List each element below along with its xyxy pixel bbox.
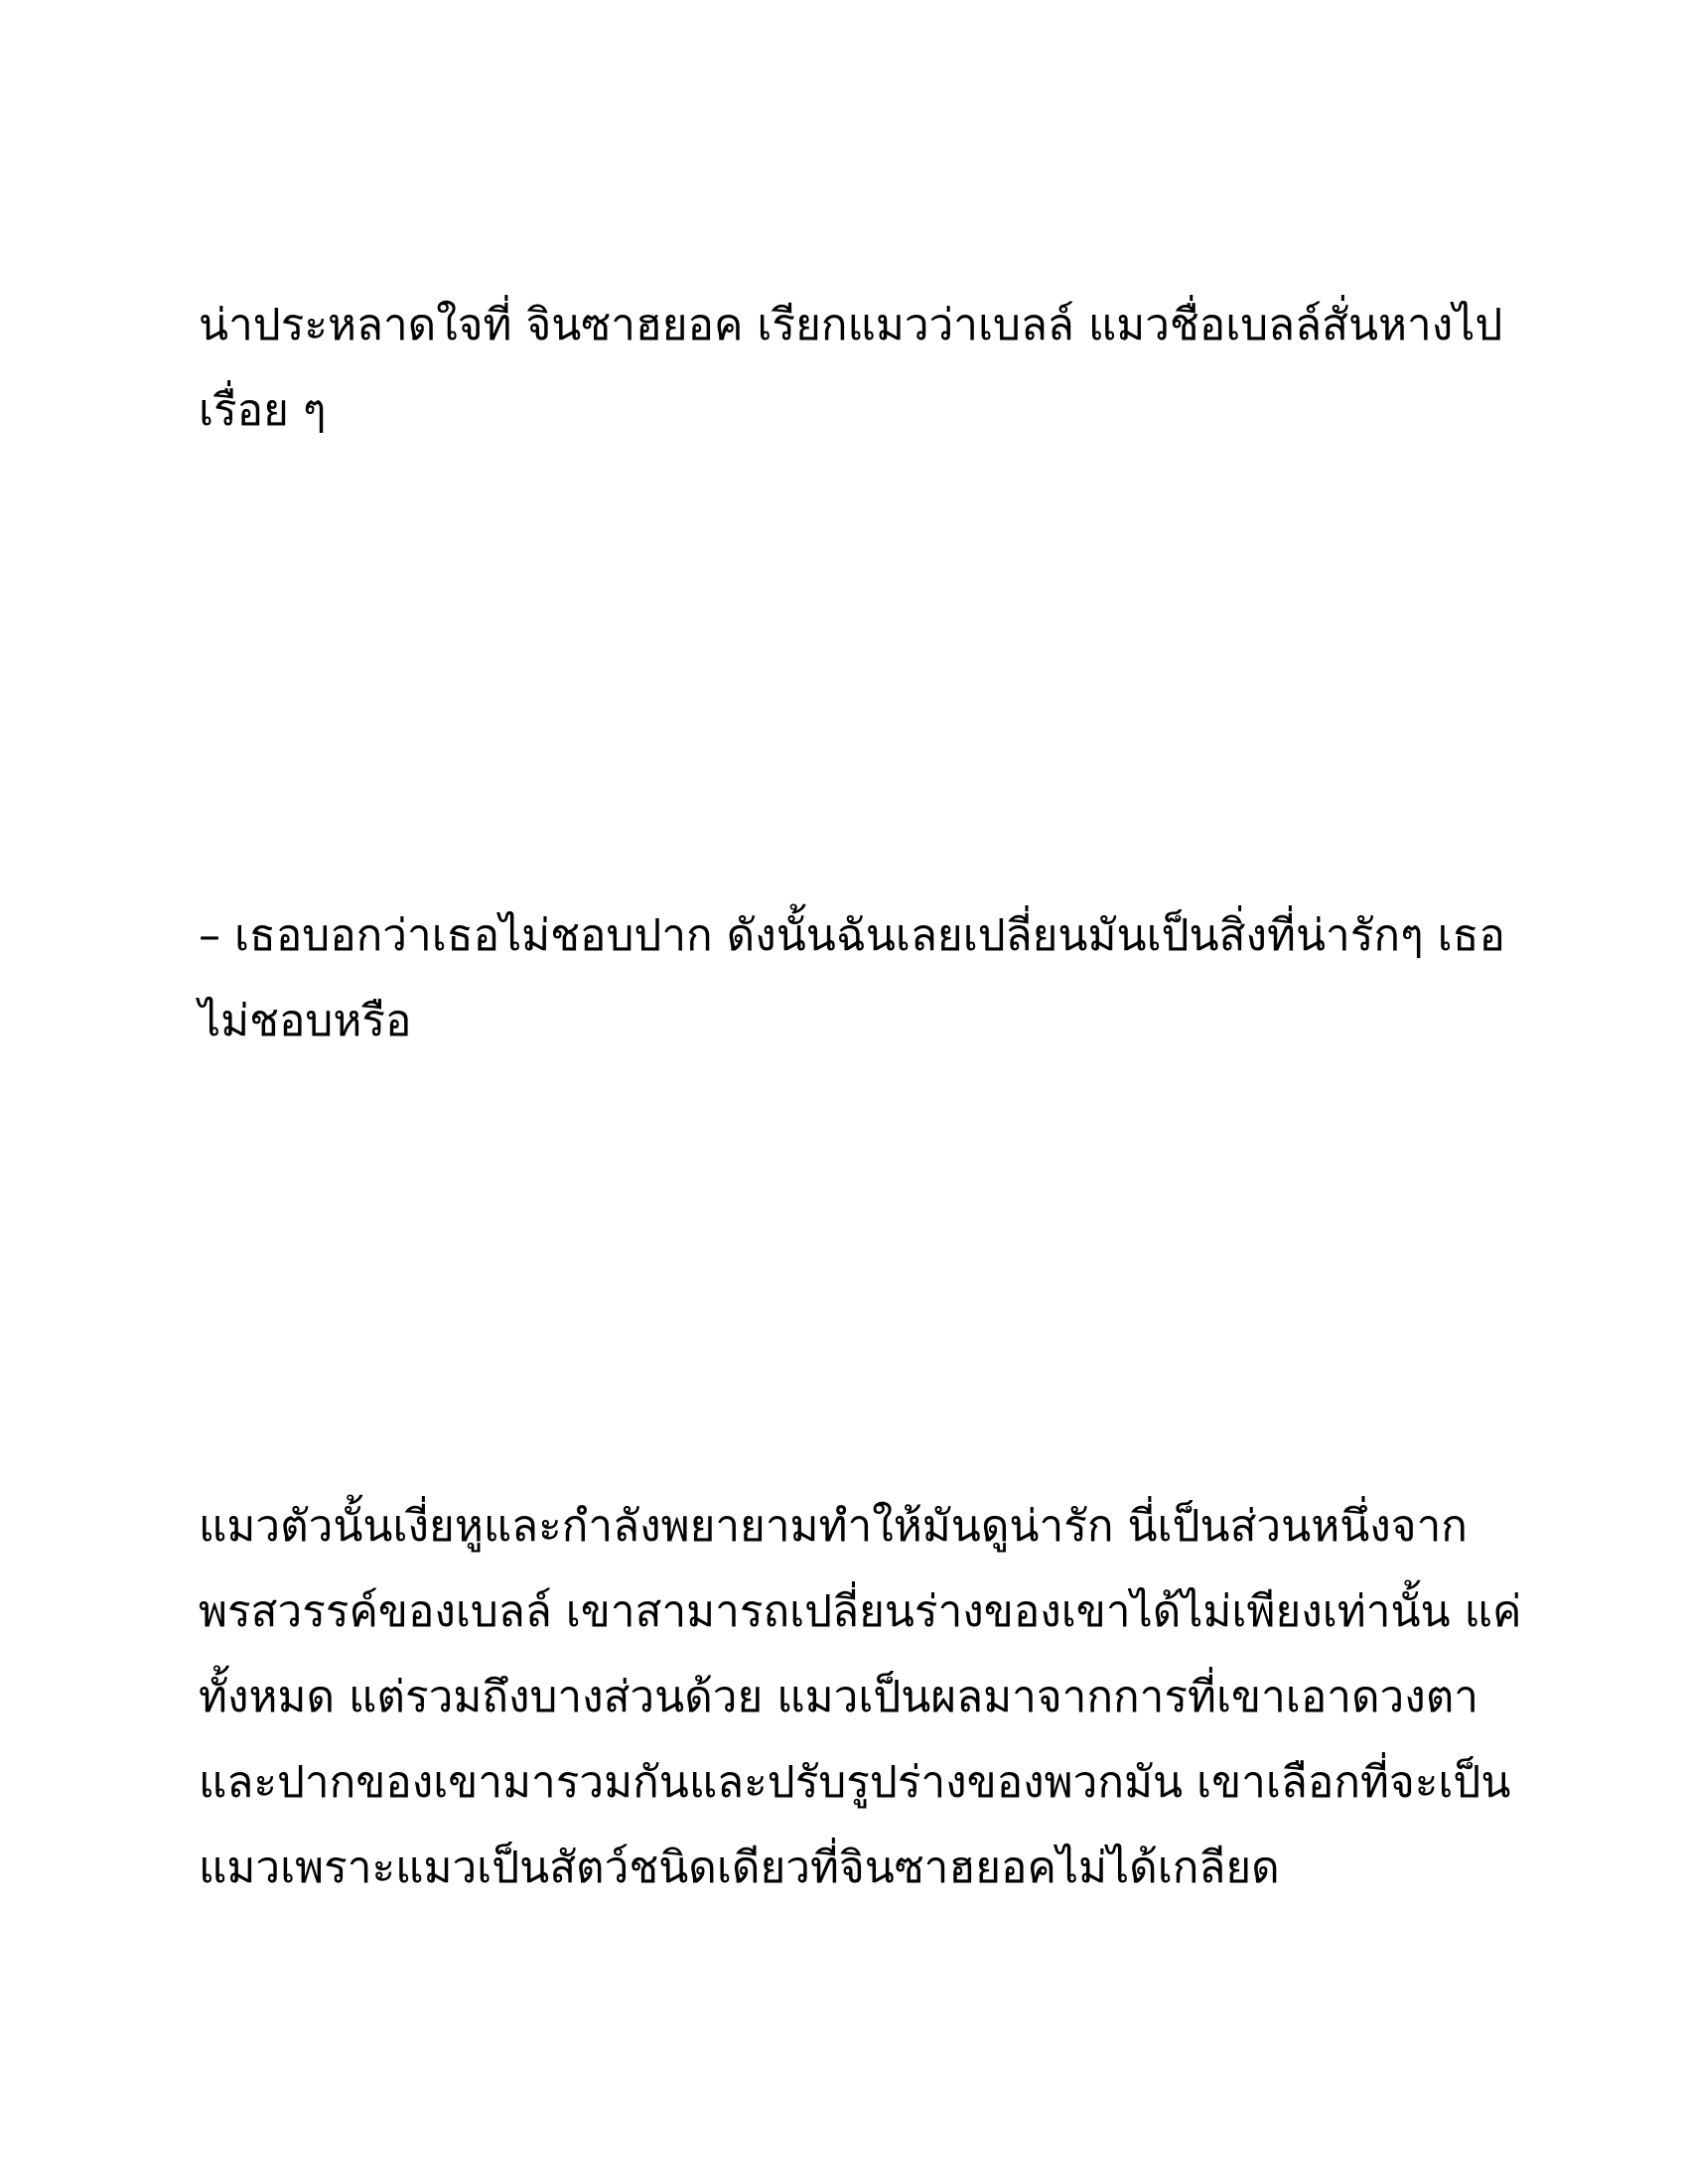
text-line: แมวเพราะแมวเป็นสัตว์ชนิดเดียวที่จินซาฮยอคไม่ได้เกลียด [199, 1843, 1280, 1893]
text-line: แมวตัวนั้นเงี่ยหูและกำลังพยายามทำให้มันดูน่ารัก นี่เป็นส่วนหนึ่งจาก [199, 1501, 1468, 1552]
paragraph-1 [199, 283, 1509, 454]
text-line: – เธอบอกว่าเธอไม่ชอบปาก ดังนั้นฉันเลยเปลี่ยนมันเป็นสิ่งที่น่ารักๆ เธอ [199, 910, 1505, 961]
text-line: และปากของเขามารวมกันและปรับรูปร่างของพวกมัน เขาเลือกที่จะเป็น [199, 1757, 1511, 1808]
text-line: น่าประหลาดใจที่ จินซาฮยอค เรียกแมวว่าเบลล์ แมวชื่อเบลล์สั่นหางไป [199, 300, 1503, 350]
text-line: ทั้งหมด แต่รวมถึงบางส่วนด้วย แมวเป็นผลมาจากการที่เขาเอาดวงตา [199, 1672, 1478, 1722]
text-line: พรสวรรค์ของเบลล์ เขาสามารถเปลี่ยนร่างของเขาได้ไม่เพียงเท่านั้น แค่ [199, 1586, 1522, 1637]
text-line: ไม่ชอบหรือ [199, 996, 412, 1046]
paragraph-3 [199, 1484, 1522, 1911]
text-line: เรื่อย ๆ [199, 385, 327, 436]
paragraph-2 [199, 893, 1509, 1064]
